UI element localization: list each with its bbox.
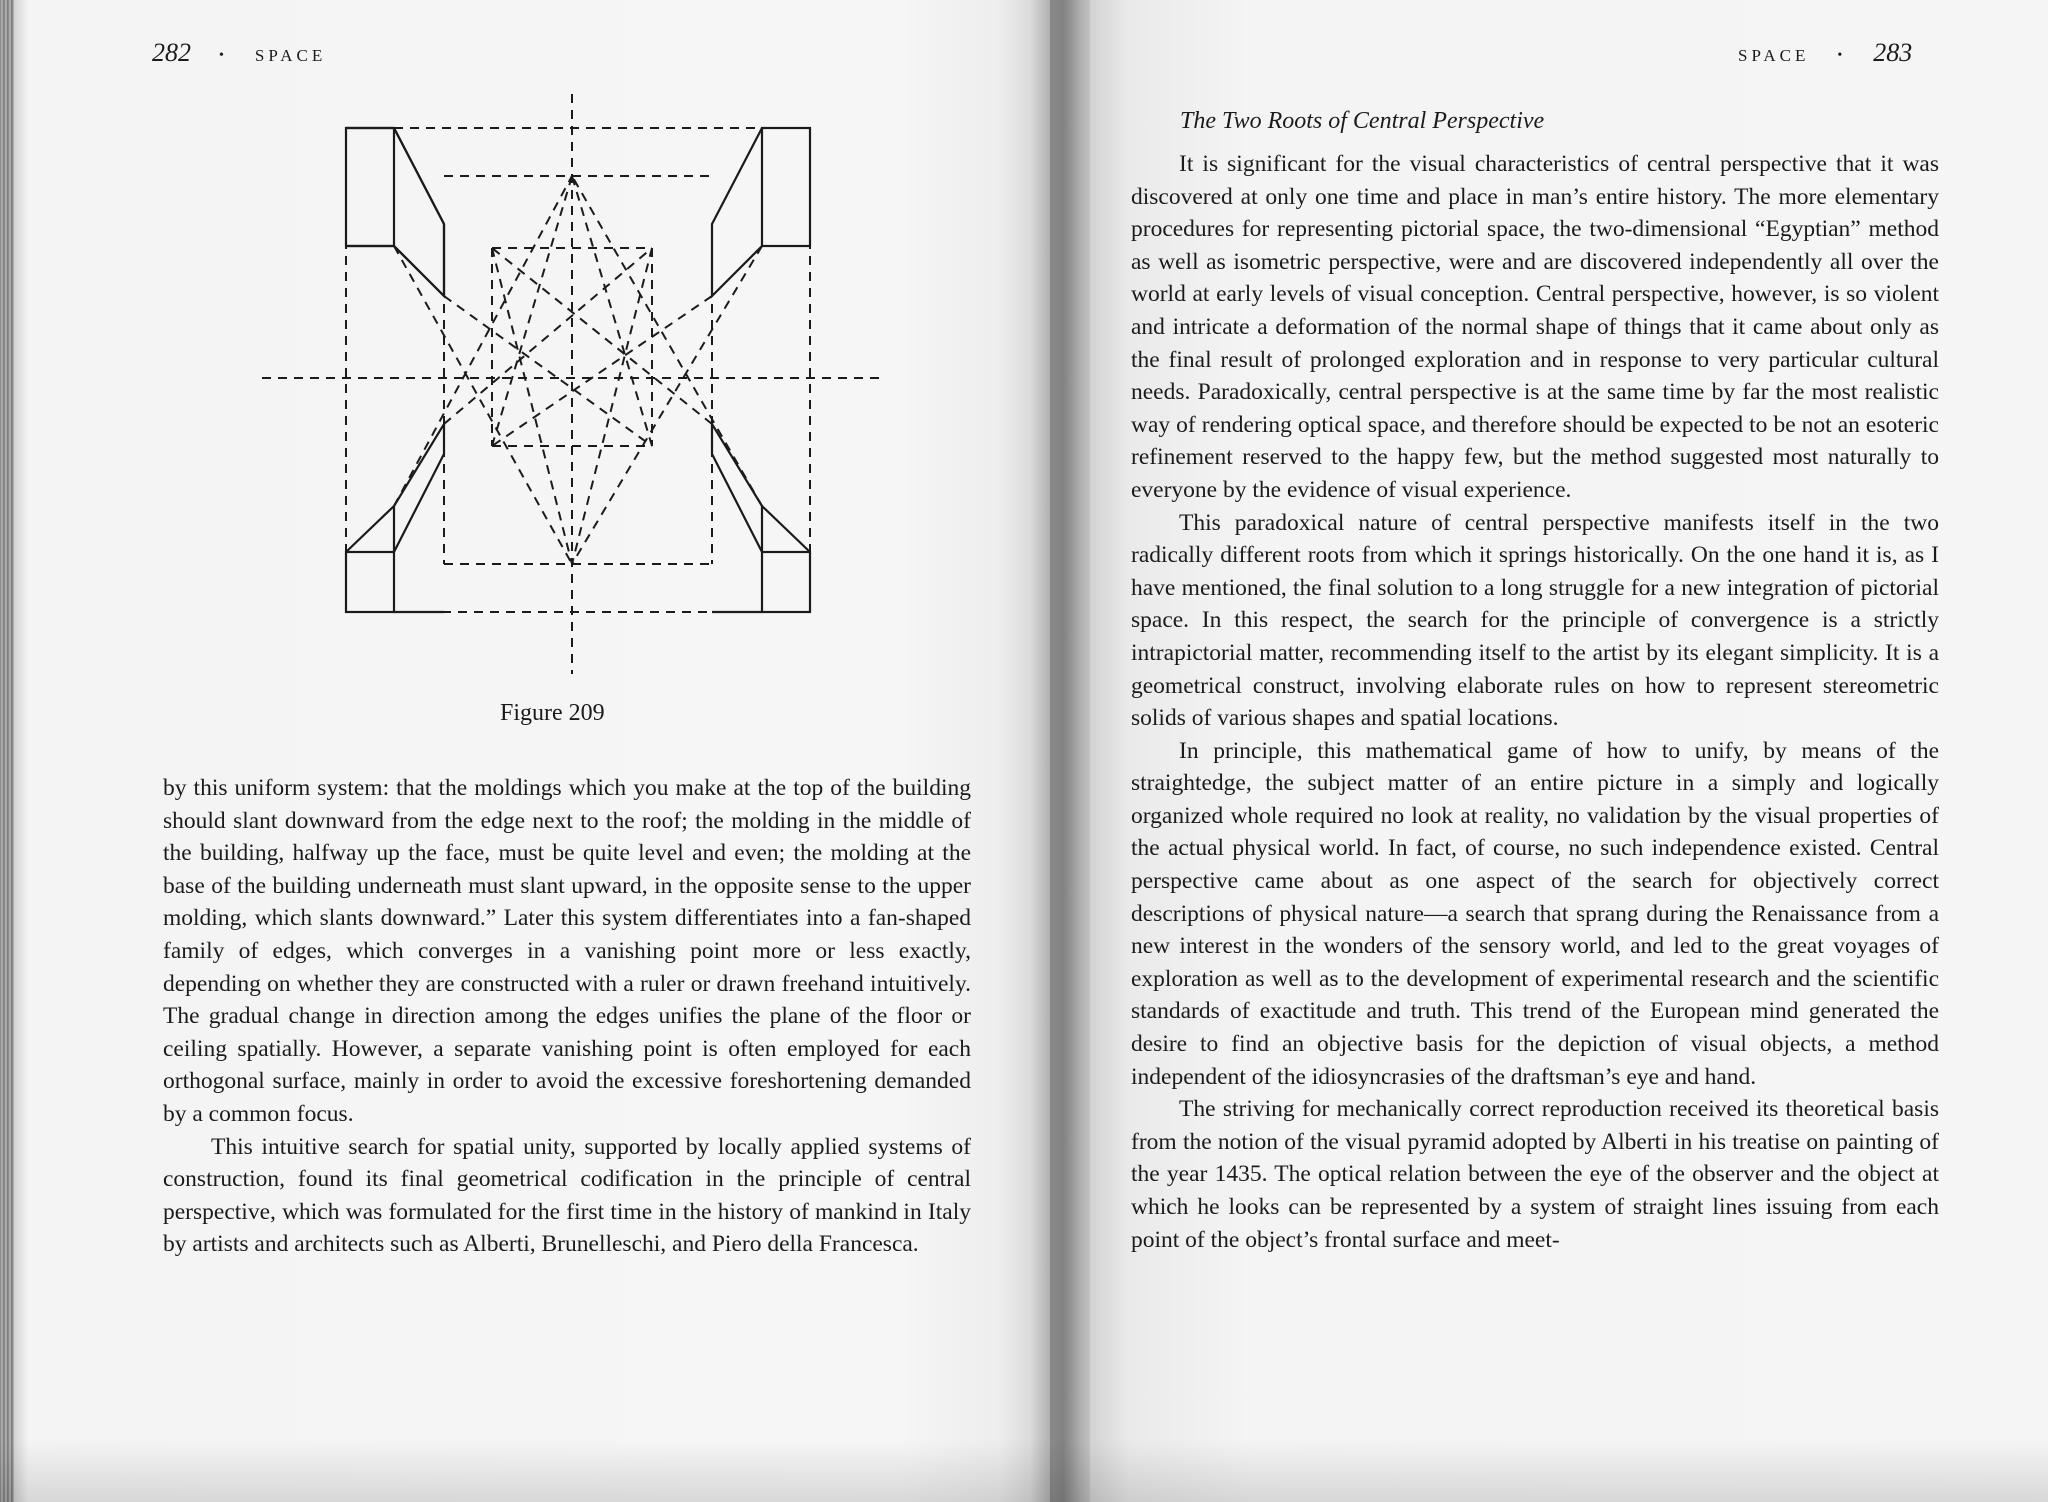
section-title: The Two Roots of Central Perspective [1180, 108, 1545, 134]
right-paragraph-2: This paradoxical nature of central perspective manifests itself in the two radically different roots from which it springs historically. On the one hand it is, as I have mentioned, the final solution to a long struggle for a new integration of pictorial space. In this respect, the search for the principle of convergence is a strictly intrapictorial matter, recommending itself to the artist by its elegant simplicity. It is a geometrical construct, involving elaborate rules on how to represent stereometric solids of various shapes and spatial locations. [1131, 509, 1939, 732]
left-body-text [163, 772, 971, 1261]
left-running-head [152, 38, 326, 68]
right-paragraph-4: The striving for mechanically correct reproduction received its theoretical basis from the notion of the visual pyramid adopted by Alberti in his treatise on painting of the year 1435. The optical relation between the eye of the observer and the object at which he looks can be represented by a system of straight lines issuing from each point of the object’s frontal surface and meet- [1131, 1096, 1939, 1253]
left-paragraph-2: This intuitive search for spatial unity, supported by locally applied systems of construction, found its final geometrical codification in the principle of central perspective, which was formulated for the first time in the history of mankind in Italy by artists and architects such as Alberti, Brunelleschi, and Piero della Francesca. [163, 1133, 971, 1258]
perspective-figure [262, 94, 882, 674]
right-running-head-title: SPACE [1738, 46, 1810, 65]
gutter-shadow [1030, 0, 1090, 1502]
right-paragraph-1: It is significant for the visual characteristics of central perspective that it was discovered at only one time and place in man’s entire history. The more elementary procedures for representing pictorial space, the two-dimensional “Egyptian” method as well as isometric perspective, were and are discovered independently all over the world at early levels of visual conception. Central perspective, however, is so violent and intricate a deformation of the normal shape of things that it came about only as the final result of prolonged exploration and in response to very particular cultural needs. Paradoxically, central perspective is at the same time by far the most realistic way of rendering optical space, and therefore should be expected to be not an esoteric refinement reserved to the happy few, but the method suggested most naturally to everyone by the evidence of visual experience. [1131, 151, 1939, 503]
left-running-head-title: SPACE [254, 46, 327, 65]
bottom-right-block [762, 552, 810, 612]
right-body-text [1131, 148, 1939, 1256]
bottom-left-block [346, 552, 394, 612]
perspective-diagram-svg [262, 94, 882, 674]
right-running-head [1738, 38, 1912, 68]
figure-caption: Figure 209 [500, 700, 605, 726]
bottom-shadow [0, 1440, 2048, 1502]
left-paragraph-1: by this uniform system: that the moldings which you make at the top of the building should slant downward from the edge next to the roof; the molding in the middle of the building, halfway up the face, must be quite level and even; the molding at the base of the building underneath must slant upward, in the opposite sense to the upper molding, which slants downward.” Later this system differentiates into a fan-shaped family of edges, which converges in a vanishing point more or less exactly, depending on whether they are constructed with a ruler or drawn freehand intuitively. The gradual change in direction among the edges unifies the plane of the floor or ceiling spatially. However, a separate vanishing point is often employed for each orthogonal surface, mainly in order to avoid the excessive foreshortening demanded by a common focus. [163, 775, 971, 1127]
top-right-block [762, 128, 810, 246]
top-left-block [346, 128, 394, 246]
left-page-number: 282 [152, 38, 191, 67]
right-page-number: 283 [1873, 38, 1913, 67]
right-paragraph-3: In principle, this mathematical game of how to unify, by means of the straightedge, the subject matter of an entire picture in a simply and logically organized whole required no look at reality, no validation by the visual properties of the actual physical world. In fact, of course, no such independence existed. Central perspective came about as one aspect of the search for objectively correct descriptions of physical nature—a search that sprang during the Renaissance from a new interest in the wonders of the sensory world, and led to the great voyages of exploration as well as to the development of experimental research and the scientific standards of exactitude and truth. This trend of the European mind generated the desire to find an objective basis for the depiction of visual objects, a method independent of the idiosyncrasies of the draftsman’s eye and hand. [1131, 737, 1939, 1090]
bullet-separator: • [1837, 48, 1846, 64]
page-edges [0, 0, 14, 1502]
bullet-separator: • [219, 48, 227, 64]
